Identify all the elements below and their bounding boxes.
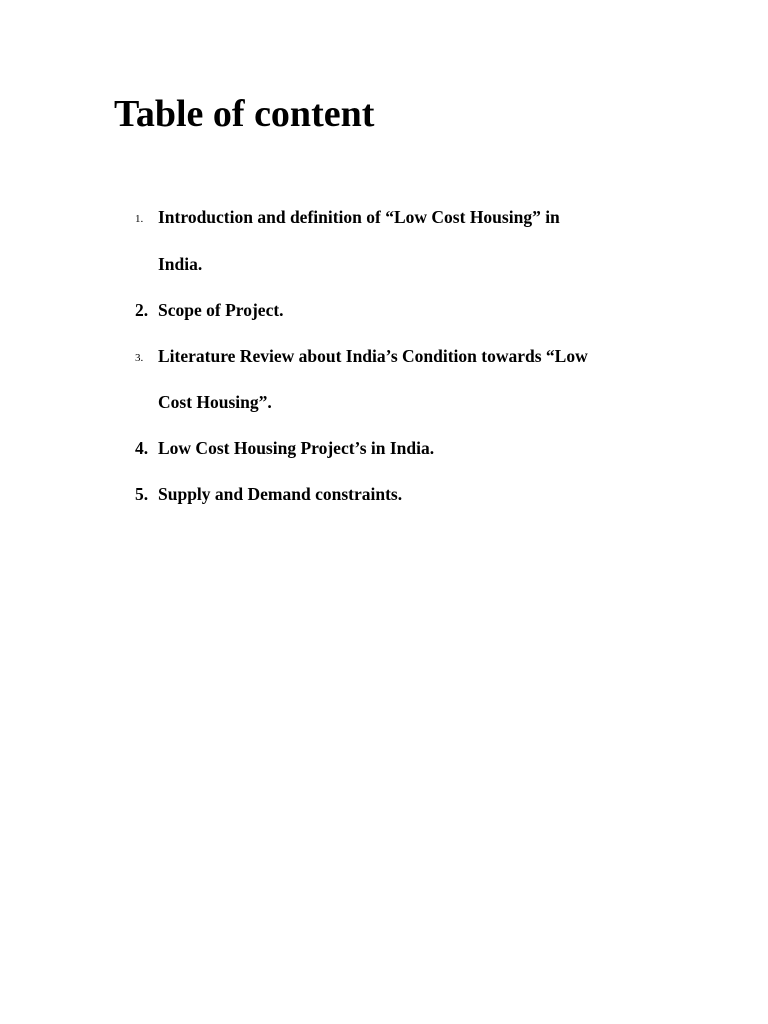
toc-item-text: Low Cost Housing Project’s in India. <box>158 438 435 458</box>
toc-item-text-continued: Cost Housing”. <box>158 392 272 412</box>
page-title: Table of content <box>114 93 375 135</box>
toc-item-text: Supply and Demand constraints. <box>158 484 403 504</box>
toc-item-number: 1. <box>135 213 144 225</box>
toc-item-text-continued: India. <box>158 254 203 274</box>
toc-item-number: 3. <box>135 352 144 364</box>
toc-item-text: Scope of Project. <box>158 300 284 320</box>
toc-item-number: 5. <box>135 484 149 504</box>
toc-item-text: Literature Review about India’s Condition towards “Low <box>158 346 588 366</box>
toc-item-text: Introduction and definition of “Low Cost Housing” in <box>158 207 560 227</box>
toc-item-number: 2. <box>135 300 149 320</box>
toc-item-number: 4. <box>135 438 149 458</box>
